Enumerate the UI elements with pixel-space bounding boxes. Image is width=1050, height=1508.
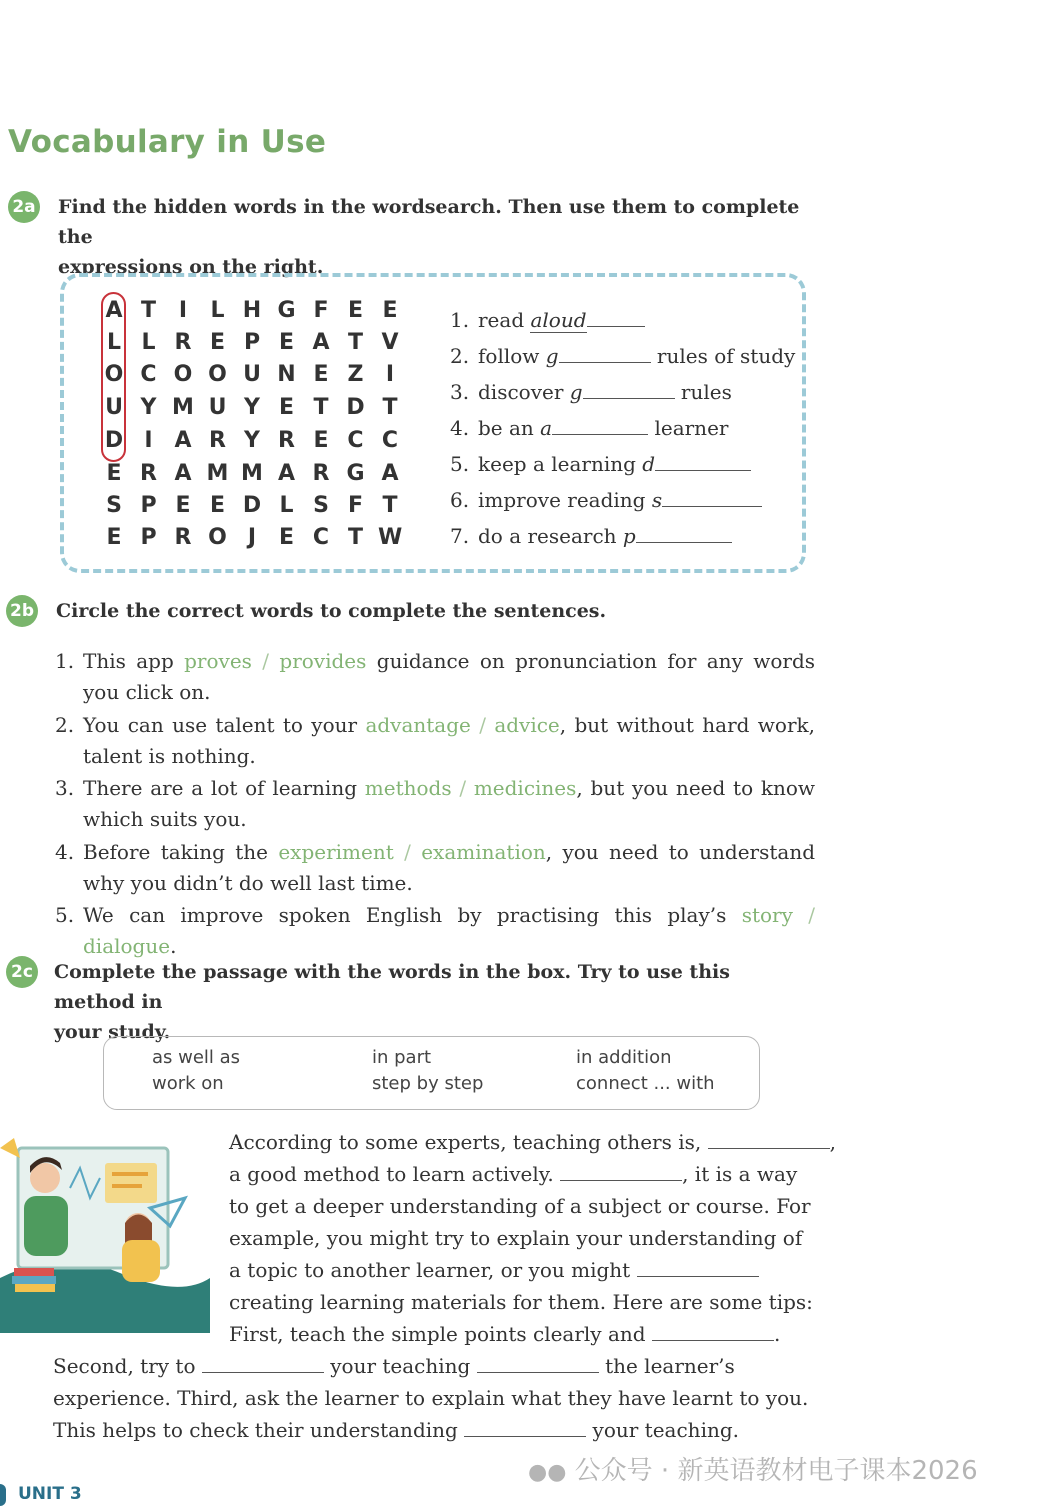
exercise-2c-instruction (54, 957, 814, 1047)
grid-letter[interactable]: W (378, 525, 403, 550)
grid-letter[interactable]: Y (244, 428, 260, 453)
grid-letter[interactable]: T (382, 395, 398, 420)
passage-text: creating learning materials for them. Here are some tips: (229, 1290, 813, 1314)
grid-letter[interactable]: O (208, 362, 227, 387)
grid-letter[interactable]: Y (140, 395, 157, 420)
grid-letter[interactable]: S (106, 493, 122, 518)
word-option: connect ... with (576, 1073, 715, 1094)
grid-letter[interactable]: R (312, 461, 330, 486)
word-choice[interactable]: story (741, 903, 793, 927)
passage-line (53, 1382, 808, 1414)
grid-letter[interactable]: E (209, 330, 226, 355)
choice-divider: / (393, 840, 422, 864)
grid-row (102, 330, 402, 362)
grid-letter[interactable]: F (313, 298, 329, 323)
letter-hint: d (642, 452, 656, 476)
grid-letter[interactable]: Y (244, 395, 260, 420)
passage-line (53, 1350, 735, 1382)
grid-letter[interactable]: L (279, 493, 294, 518)
unit-label: UNIT 3 (18, 1484, 82, 1504)
expression-text: improve reading (478, 488, 652, 512)
passage-line (53, 1414, 739, 1446)
expression-text: do a research (478, 524, 623, 548)
sentence-item (55, 646, 815, 708)
grid-letter[interactable]: T (313, 395, 329, 420)
grid-letter[interactable]: P (140, 525, 157, 550)
expression-item (450, 410, 728, 446)
grid-row (102, 428, 402, 460)
text: , but you need to know which suits you. (83, 776, 816, 831)
passage-text: your teaching. (592, 1418, 740, 1442)
grid-letter[interactable]: L (141, 330, 156, 355)
sentence-item (55, 837, 815, 899)
grid-letter[interactable]: T (347, 525, 363, 550)
grid-letter[interactable]: E (347, 298, 364, 323)
answer-blank[interactable] (464, 1416, 586, 1437)
sentence-item (55, 900, 815, 962)
grid-letter[interactable]: T (347, 330, 363, 355)
passage-text: experience. Third, ask the learner to explain what they have learnt to you. (53, 1386, 809, 1410)
passage-text: First, teach the simple points clearly and (229, 1322, 646, 1346)
grid-letter[interactable]: E (106, 461, 122, 486)
grid-letter[interactable]: R (209, 428, 226, 453)
answer-blank[interactable] (637, 1256, 759, 1277)
text: , you need to understand why you didn’t do well last time. (83, 840, 816, 895)
letter-hint: p (622, 524, 636, 548)
passage-text: This helps to check their understanding (53, 1418, 458, 1442)
item-number: 4. (55, 840, 75, 864)
grid-letter[interactable]: N (277, 362, 296, 387)
item-number: 5. (450, 452, 470, 476)
choice-divider: / (251, 649, 280, 673)
answer-blank[interactable] (652, 1320, 774, 1341)
item-number: 5. (55, 903, 75, 927)
choice-divider: / (792, 903, 815, 927)
expression-text: rules of study (650, 344, 796, 368)
passage-line (229, 1318, 780, 1350)
grid-letter[interactable]: F (347, 493, 364, 518)
grid-letter[interactable]: A (174, 428, 192, 453)
item-number: 4. (450, 416, 470, 440)
answer-blank[interactable] (559, 342, 651, 363)
word-choice[interactable]: medicines (473, 776, 577, 800)
text: , but without hard work, talent is nothing. (83, 713, 816, 768)
expression-item (450, 518, 732, 554)
expression-text: read (478, 308, 531, 332)
exercise-2a-instruction (58, 192, 818, 282)
item-number: 3. (55, 776, 75, 800)
expression-item (450, 374, 732, 410)
grid-row (102, 461, 402, 493)
expression-text: follow (478, 344, 546, 368)
expression-item (450, 482, 762, 518)
choice-divider: / (470, 713, 495, 737)
passage-text: the learner’s (605, 1354, 735, 1378)
letter-hint: s (651, 488, 663, 512)
grid-letter[interactable]: G (277, 298, 296, 323)
teaching-illustration (0, 1128, 210, 1333)
passage-text: example, you might try to explain your understanding of (229, 1226, 803, 1250)
grid-row (102, 298, 402, 330)
choice-divider: / (451, 776, 474, 800)
grid-row (102, 493, 402, 525)
grid-letter[interactable]: R (278, 428, 295, 453)
text: You can use talent to your (83, 713, 366, 737)
answer-text: aloud (530, 308, 587, 332)
grid-letter[interactable]: U (243, 362, 261, 387)
expression-item (450, 446, 751, 482)
text: There are a lot of learning (83, 776, 365, 800)
grid-letter[interactable]: E (278, 525, 295, 550)
grid-row (102, 362, 402, 394)
answer-blank[interactable] (636, 522, 732, 543)
instruction-line: Complete the passage with the words in the box. Try to use this method in (54, 961, 730, 1013)
grid-letter[interactable]: R (174, 525, 192, 550)
answer-blank[interactable] (560, 1160, 682, 1181)
grid-letter[interactable]: S (313, 493, 329, 518)
answer-blank[interactable] (477, 1352, 599, 1373)
word-option: as well as (152, 1047, 241, 1068)
sentence-text (83, 710, 815, 772)
word-choice[interactable]: examination (421, 840, 546, 864)
passage-text: Second, try to (53, 1354, 196, 1378)
grid-letter[interactable]: A (105, 298, 123, 323)
text: . (170, 934, 177, 958)
grid-letter[interactable]: E (313, 362, 329, 387)
item-number: 2. (55, 713, 75, 737)
exercise-2c-badge: 2c (6, 956, 38, 988)
sentence-item (55, 710, 815, 772)
grid-letter[interactable]: J (247, 525, 257, 550)
sentence-text (83, 646, 815, 708)
expression-text: learner (648, 416, 729, 440)
grid-letter[interactable]: E (175, 493, 191, 518)
answer-blank[interactable] (662, 486, 762, 507)
section-title: Vocabulary in Use (8, 124, 327, 160)
passage-text: . (773, 1322, 781, 1346)
grid-letter[interactable]: O (104, 362, 124, 387)
answer-blank[interactable] (708, 1128, 830, 1149)
exercise-2b-instruction: Circle the correct words to complete the sentences. (56, 600, 607, 622)
watermark (528, 1450, 978, 1487)
item-number: 3. (450, 380, 470, 404)
grid-letter[interactable]: A (277, 461, 296, 486)
grid-letter[interactable]: A (312, 330, 330, 355)
grid-letter[interactable]: D (104, 428, 124, 453)
instruction-line: expressions on the right. (58, 256, 324, 278)
grid-letter[interactable]: H (242, 298, 262, 323)
letter-hint: g (569, 380, 583, 404)
passage-text: , (829, 1130, 836, 1154)
grid-letter[interactable]: I (178, 298, 188, 323)
sentence-item (55, 773, 815, 835)
expression-item (450, 338, 795, 374)
word-choice[interactable]: experiment (278, 840, 394, 864)
passage-line (229, 1190, 811, 1222)
item-number: 7. (450, 524, 470, 548)
grid-letter[interactable]: I (385, 362, 395, 387)
grid-letter[interactable]: I (144, 428, 153, 453)
item-number: 2. (450, 344, 470, 368)
unit-marker (0, 1484, 6, 1506)
exercise-2a-badge: 2a (8, 191, 40, 223)
passage-line (229, 1254, 759, 1286)
item-number: 6. (450, 488, 470, 512)
passage-line (229, 1126, 836, 1158)
grid-letter[interactable]: G (346, 461, 365, 486)
expression-item (450, 302, 645, 338)
grid-letter[interactable]: M (206, 461, 229, 486)
grid-letter[interactable]: C (140, 362, 157, 387)
grid-letter[interactable]: D (242, 493, 262, 518)
instruction-line: your study. (54, 1021, 171, 1043)
grid-letter[interactable]: L (210, 298, 225, 323)
grid-letter[interactable]: T (140, 298, 156, 323)
grid-letter[interactable]: E (313, 428, 329, 453)
answer-blank[interactable] (583, 378, 675, 399)
passage-text: a topic to another learner, or you might (229, 1258, 631, 1282)
expression-text: discover (478, 380, 570, 404)
grid-letter[interactable]: T (382, 493, 398, 518)
exercise-2b-badge: 2b (6, 595, 38, 627)
item-number: 1. (450, 308, 470, 332)
answer-blank[interactable] (202, 1352, 324, 1373)
text: guidance on pronunciation for any words you click on. (83, 649, 816, 704)
letter-hint: a (540, 416, 553, 440)
grid-letter[interactable]: A (381, 461, 399, 486)
grid-letter[interactable]: L (106, 330, 122, 355)
grid-letter[interactable]: D (346, 395, 365, 420)
grid-letter[interactable]: R (174, 330, 192, 355)
grid-letter[interactable]: C (381, 428, 399, 453)
word-option: in part (372, 1047, 432, 1068)
word-choice[interactable]: advantage (365, 713, 471, 737)
word-choice[interactable]: dialogue (83, 934, 171, 958)
grid-letter[interactable]: U (208, 395, 227, 420)
sentence-text (83, 773, 815, 835)
word-choice[interactable]: provides (279, 649, 367, 673)
expression-text: be an (478, 416, 541, 440)
grid-letter[interactable]: P (243, 330, 261, 355)
word-choice[interactable]: advice (494, 713, 560, 737)
grid-letter[interactable]: M (241, 461, 263, 486)
grid-letter[interactable]: C (312, 525, 330, 550)
word-option: step by step (372, 1073, 484, 1094)
wechat-icon: ●● (528, 1460, 567, 1485)
passage-text: According to some experts, teaching others is, (229, 1130, 702, 1154)
answer-blank[interactable] (655, 450, 751, 471)
passage-line (229, 1158, 797, 1190)
grid-letter[interactable]: U (105, 395, 123, 420)
grid-letter[interactable]: R (140, 461, 157, 486)
grid-letter[interactable]: E (382, 298, 398, 323)
text: Before taking the (83, 840, 279, 864)
item-number: 1. (55, 649, 75, 673)
sentence-text (83, 837, 815, 899)
passage-text: , it is a way (682, 1162, 798, 1186)
grid-row (102, 525, 402, 557)
word-choice[interactable]: methods (364, 776, 452, 800)
word-option: work on (152, 1073, 224, 1094)
text: We can improve spoken English by practising this play’s (83, 903, 742, 927)
word-choice[interactable]: proves (184, 649, 252, 673)
watermark-text: 公众号 · 新英语教材电子课本2026 (574, 1456, 978, 1486)
grid-letter[interactable]: A (174, 461, 192, 486)
expression-text: keep a learning (478, 452, 643, 476)
text: This app (83, 649, 185, 673)
passage-text: your teaching (330, 1354, 471, 1378)
grid-row (102, 395, 402, 427)
grid-letter[interactable]: O (173, 362, 193, 387)
sentence-text (83, 900, 815, 962)
grid-letter[interactable]: E (209, 493, 226, 518)
expression-text: rules (674, 380, 732, 404)
grid-letter[interactable]: Z (347, 362, 364, 387)
grid-letter[interactable]: E (278, 330, 295, 355)
passage-line (229, 1286, 813, 1318)
instruction-line: Find the hidden words in the wordsearch. Then use them to complete the (58, 196, 800, 248)
grid-letter[interactable]: P (140, 493, 157, 518)
word-option: in addition (576, 1047, 672, 1068)
grid-letter[interactable]: C (347, 428, 364, 453)
grid-letter[interactable]: E (278, 395, 295, 420)
grid-letter[interactable]: O (208, 525, 227, 550)
letter-hint: g (545, 344, 559, 368)
passage-line (229, 1222, 802, 1254)
passage-text: a good method to learn actively. (229, 1162, 554, 1186)
grid-letter[interactable]: V (381, 330, 399, 355)
passage-text: to get a deeper understanding of a subject or course. For (229, 1194, 811, 1218)
grid-letter[interactable]: M (172, 395, 194, 420)
answer-blank[interactable] (587, 306, 645, 327)
answer-blank[interactable] (552, 414, 648, 435)
grid-letter[interactable]: E (106, 525, 122, 550)
